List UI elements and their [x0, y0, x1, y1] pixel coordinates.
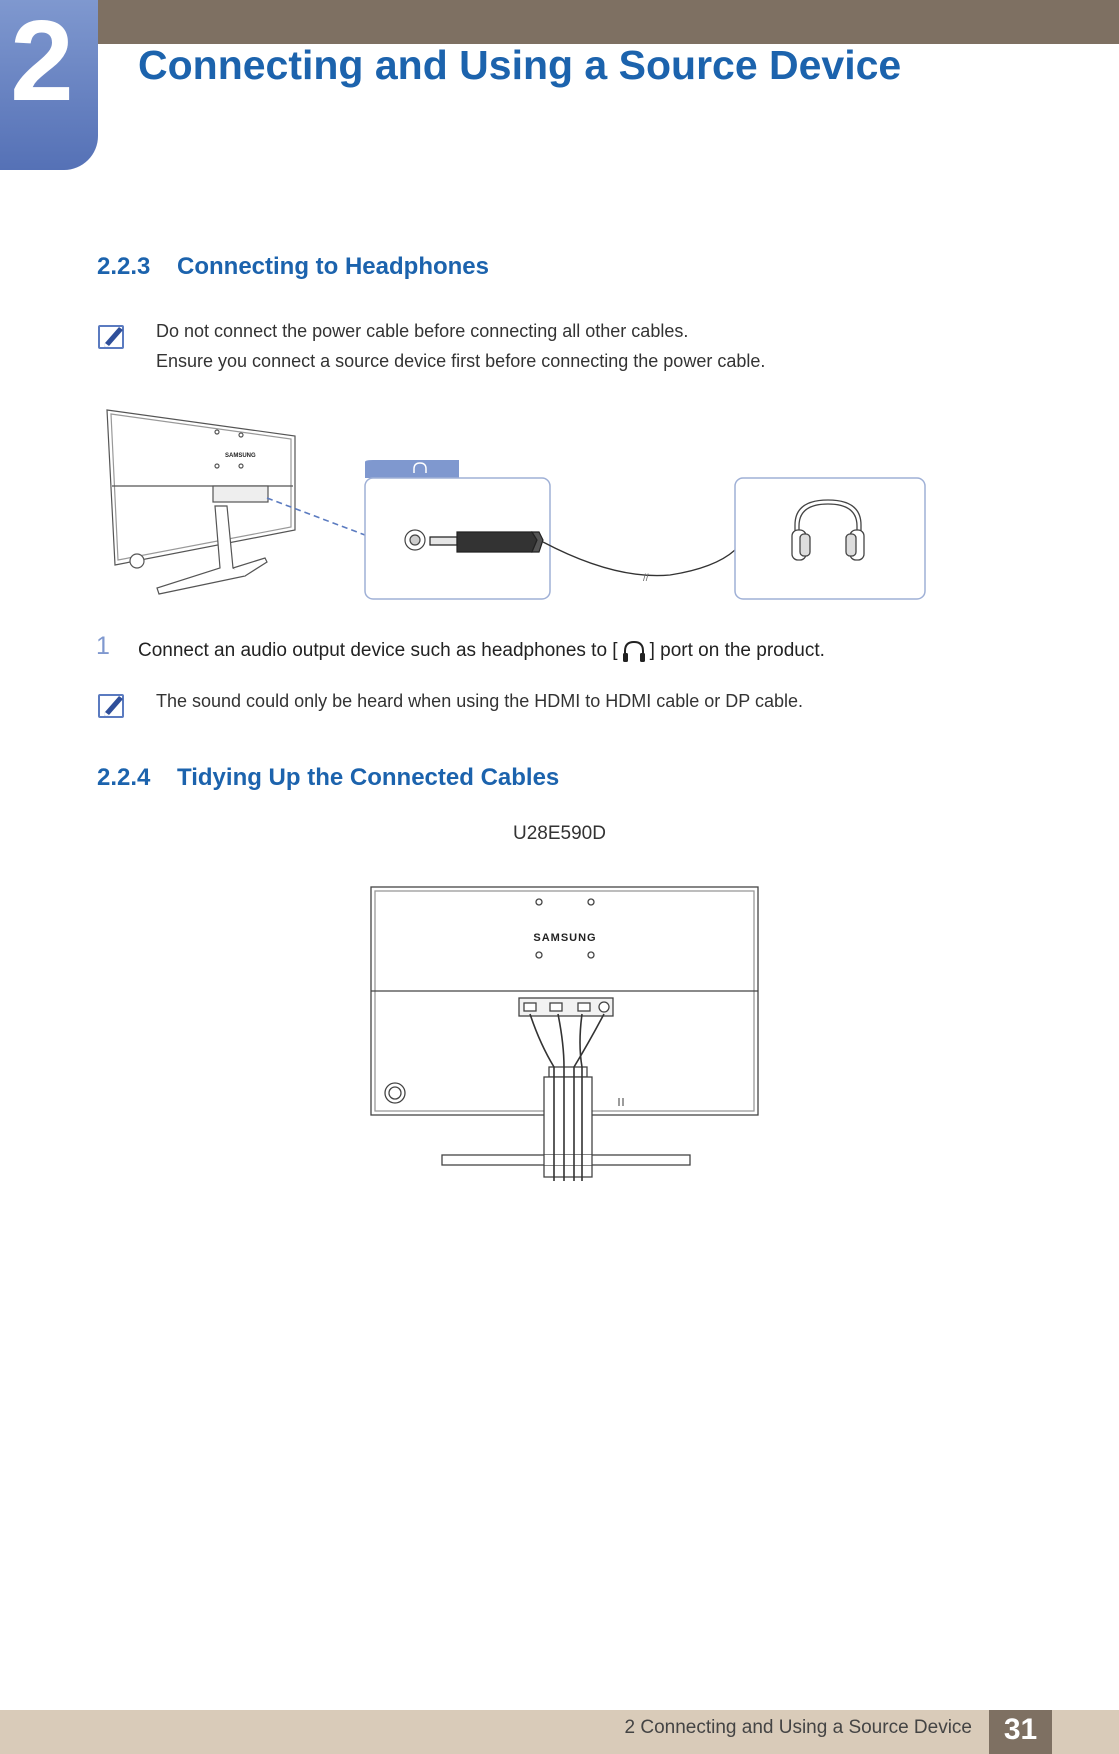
chapter-title: Connecting and Using a Source Device: [138, 42, 902, 88]
footer-chapter-text: 2 Connecting and Using a Source Device: [624, 1717, 972, 1738]
headphone-icon: [619, 638, 649, 664]
note-pencil-icon: [97, 321, 127, 351]
note-line-2: Ensure you connect a source device first before connecting the power cable.: [156, 351, 766, 371]
audio-port: [405, 530, 425, 550]
cable-tidy-figure: [368, 884, 764, 1190]
section-title: Tidying Up the Connected Cables: [177, 764, 560, 791]
note-pencil-icon: [97, 690, 127, 720]
headphone-cable: [543, 542, 735, 576]
monitor-brand-small: SAMSUNG: [225, 453, 256, 459]
headphone-connection-figure: [95, 400, 935, 610]
model-label: U28E590D: [513, 823, 606, 844]
page-number: 31: [1003, 1713, 1038, 1746]
callout-tab: [365, 460, 459, 478]
monitor-back-angled: [107, 410, 295, 594]
top-bar: [0, 0, 1119, 44]
section-number: 2.2.3: [97, 253, 151, 280]
section-number: 2.2.4: [97, 764, 151, 791]
section-heading-224: [97, 764, 559, 792]
step-number: 1: [96, 632, 110, 660]
section-heading-223: [97, 253, 489, 281]
section-title: Connecting to Headphones: [177, 253, 489, 280]
chapter-number: 2: [10, 0, 74, 125]
cable-break-mark: //: [643, 573, 649, 584]
step-text: [138, 638, 825, 664]
step-text-before: Connect an audio output device such as headphones to [: [138, 640, 618, 661]
monitor-brand: SAMSUNG: [533, 932, 597, 944]
note-line-1: Do not connect the power cable before connecting all other cables.: [156, 321, 689, 341]
step-note: The sound could only be heard when using the HDMI to HDMI cable or DP cable.: [156, 691, 804, 711]
step-text-after: ] port on the product.: [649, 640, 825, 661]
